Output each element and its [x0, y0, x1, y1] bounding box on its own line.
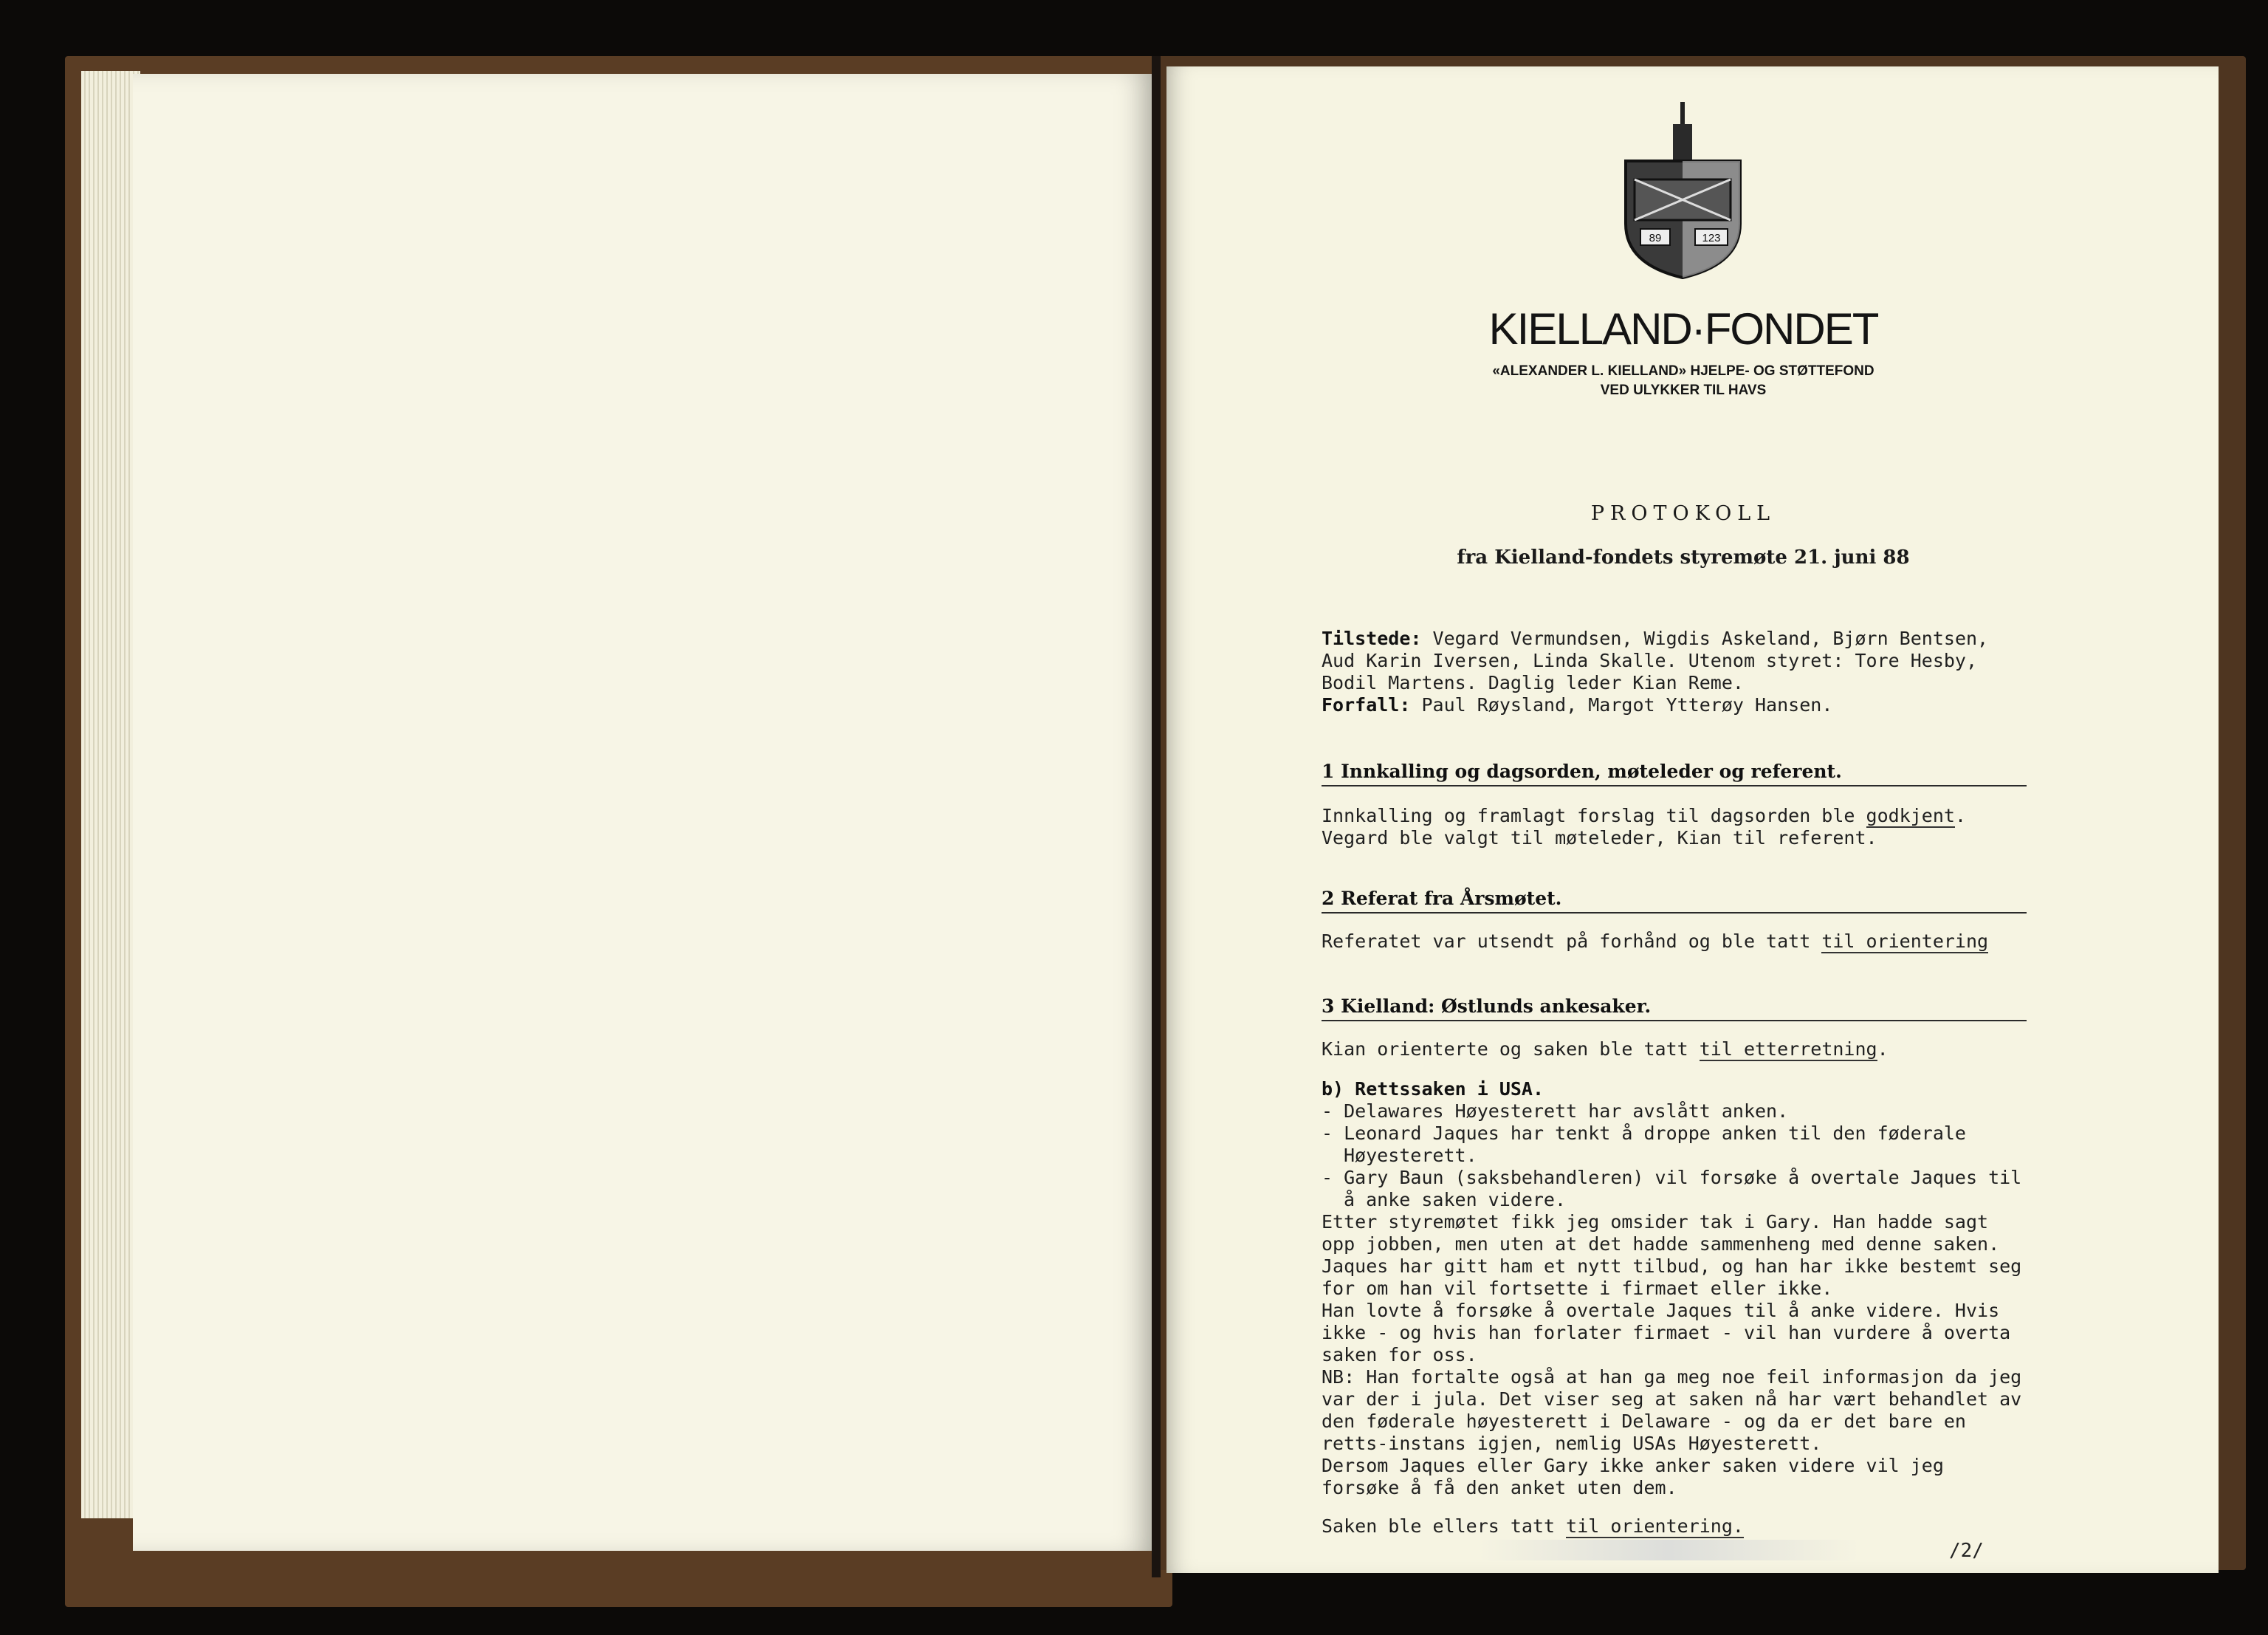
section-2-line-text: Referatet var utsendt på forhånd og ble tatt — [1322, 930, 1822, 952]
section-1-body — [1322, 805, 2023, 849]
document-title: PROTOKOLL — [1590, 502, 1776, 525]
list-item: - Delawares Høyesterett har avslått anken. — [1322, 1100, 1789, 1122]
absent-text: Paul Røysland, Margot Ytterøy Hansen. — [1421, 694, 1833, 716]
attendees-block: Tilstede: Vegard Vermundsen, Wigdis Askeland, Bjørn Bentsen, Aud Karin Iversen, Linda Skalle. Utenom styret: Tore Hesby, Bodil Martens. Daglig leder Kian Reme. Forfall: Paul Røysland, Margot Ytterøy Hansen. — [1322, 628, 1989, 716]
closing-text: Saken ble ellers tatt — [1322, 1515, 1567, 1537]
section-1-line1-end: . — [1954, 805, 1966, 826]
section-3-sub-label: b) Rettssaken i USA. — [1322, 1078, 1544, 1100]
protocol-page — [1166, 66, 2219, 1573]
section-1-heading: 1 Innkalling og dagsorden, møteleder og referent. — [1322, 761, 2027, 786]
section-3-heading: 3 Kielland: Østlunds ankesaker. — [1322, 995, 2027, 1021]
present-text: Vegard Vermundsen, Wigdis Askeland, Bjørn Bentsen, Aud Karin Iversen, Linda Skalle. Utenom styret: Tore Hesby, Bodil Martens. Daglig leder Kian Reme. — [1322, 628, 1989, 693]
document-subtitle: fra Kielland-fondets styremøte 21. juni 88 — [1457, 546, 1910, 569]
section-3-paragraph-4: Dersom Jaques eller Gary ikke anker saken videre vil jeg forsøke å få den anket uten dem. — [1322, 1455, 1944, 1498]
section-3-line-text: Kian orienterte og saken ble tatt — [1322, 1038, 1700, 1060]
foundation-name: KIELLAND·FONDET — [1488, 304, 1878, 354]
absent-label: Forfall — [1322, 694, 1400, 716]
section-3-paragraph-1: Etter styremøtet fikk jeg omsider tak i Gary. Han hadde sagt opp jobben, men uten at det hadde sammenheng med denne saken. Jaques har gitt ham et nytt tilbud, og han har ikke bestemt seg for om han vil fortsette i firmaet eller ikke. — [1322, 1211, 2022, 1299]
list-item: - Leonard Jaques har tenkt å droppe anken til den føderale Høyesterett. — [1322, 1122, 1966, 1166]
foundation-subtitle — [1418, 362, 1949, 400]
section-2-line-underlined: til orientering — [1821, 930, 1989, 952]
book-gutter — [1152, 56, 1161, 1577]
section-1-line1-underlined: godkjent — [1866, 805, 1955, 826]
emblem-left-number: 89 — [1649, 232, 1662, 244]
foundation-subtitle-line1: «ALEXANDER L. KIELLAND» HJELPE- OG STØTTEFOND — [1492, 363, 1874, 379]
section-3-line-end: . — [1877, 1038, 1889, 1060]
section-2-heading: 2 Referat fra Årsmøtet. — [1322, 888, 2027, 914]
list-item: - Gary Baun (saksbehandleren) vil forsøke å overtale Jaques til å anke saken videre. — [1322, 1167, 2022, 1210]
section-3-body — [1322, 1038, 2023, 1538]
section-2-body — [1322, 930, 2023, 953]
foundation-subtitle-line2: VED ULYKKER TIL HAVS — [1600, 383, 1767, 398]
closing-underlined: til orientering. — [1566, 1515, 1744, 1537]
present-label: Tilstede — [1322, 628, 1411, 649]
emblem-right-number: 123 — [1702, 232, 1721, 244]
section-1-line1-text: Innkalling og framlagt forslag til dagsorden ble — [1322, 805, 1866, 826]
kielland-shield-logo-icon — [1618, 102, 1748, 279]
page-number: /2/ — [1949, 1540, 1984, 1562]
section-1-line2: Vegard ble valgt til møteleder, Kian til referent. — [1322, 827, 1877, 849]
section-3-paragraph-3: NB: Han fortalte også at han ga meg noe feil informasjon da jeg var der i jula. Det viser seg at saken nå har vært behandlet av den føderale høyesterett i Delaware - og da er det bare en retts-instans igjen, nemlig USAs Høyesterett. — [1322, 1366, 2022, 1454]
page-edge-stack — [81, 71, 140, 1518]
blank-left-page — [133, 74, 1152, 1551]
section-3-paragraph-2: Han lovte å forsøke å overtale Jaques til å anke videre. Hvis ikke - og hvis han forlater firmaet - vil han vurdere å overta saken for oss. — [1322, 1300, 2011, 1365]
section-3-line-underlined: til etterretning — [1699, 1038, 1877, 1060]
correction-smudge — [1477, 1540, 1860, 1560]
